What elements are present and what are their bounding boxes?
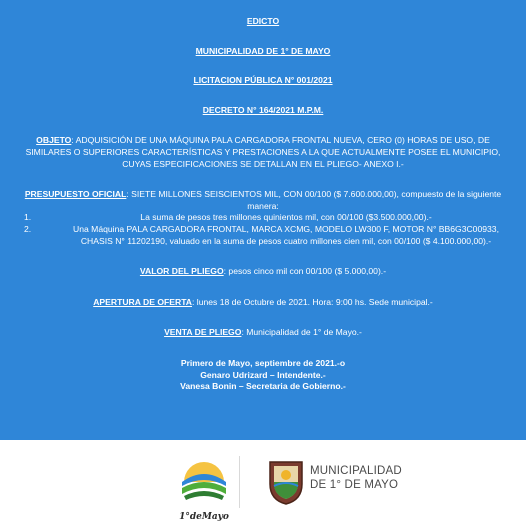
opening-paragraph <box>18 297 508 309</box>
list-item <box>24 224 502 247</box>
value-paragraph <box>18 266 508 278</box>
sale-label: VENTA DE PLIEGO <box>164 327 242 338</box>
place-date: Primero de Mayo, septiembre de 2021.-o <box>180 357 346 368</box>
municipality-line2: DE 1° DE MAYO <box>310 479 399 491</box>
logo-caption: 1°deMayo <box>179 512 229 522</box>
list-item <box>24 212 502 224</box>
object-paragraph <box>18 135 508 170</box>
opening-text: : lunes 18 de Octubre de 2021. Hora: 9:00 hs. Sede municipal.- <box>192 296 433 307</box>
budget-label: PRESUPUESTO OFICIAL <box>24 189 127 200</box>
signer-secretary: Vanesa Bonin – Secretaria de Gobierno.- <box>180 381 346 392</box>
budget-paragraph <box>18 189 508 212</box>
divider <box>239 456 240 508</box>
sale-paragraph <box>18 327 508 339</box>
budget-text: : SIETE MILLONES SEISCIENTOS MIL, CON 00/100 ($ 7.600.000,00), compuesto de la siguiente manera: <box>126 189 502 211</box>
item-text: La suma de pesos tres millones quinientos mil, con 00/100 ($3.500.000,00).- <box>140 212 432 223</box>
item-number: 2. <box>24 223 32 234</box>
municipal-seal-icon <box>266 458 306 506</box>
item-text: Una Máquina PALA CARGADORA FRONTAL, MARCA XCMG, MODELO LW300 F, MOTOR N° BB6G3C00933, CHASIS N° 11202190, valuado en la suma de pesos cuatro millones cien mil, con 00/100 ($ 4.100.000,00).- <box>73 223 499 246</box>
budget-items-list <box>24 212 502 247</box>
municipality-line1: MUNICIPALIDAD <box>310 465 402 477</box>
town-logo-icon <box>176 452 232 508</box>
tender-heading: LICITACION PÚBLICA N° 001/2021 <box>193 75 333 86</box>
notice-title: EDICTO <box>246 16 280 26</box>
object-text: : ADQUISICIÓN DE UNA MÁQUINA PALA CARGADORA FRONTAL NUEVA, CERO (0) HORAS DE USO, DE SIMILARES O SUPERIORES CARACTERÍSTICAS Y PRESTACIONES A LA QUE ACTUALMENTE POSEE EL MUNICIPIO, CUYAS ESPECIFICACIONES SE DETALLAN EN EL PLIEGO- ANEXO I.- <box>25 135 501 169</box>
value-label: VALOR DEL PLIEGO <box>139 266 224 277</box>
municipality-wordmark <box>310 464 402 492</box>
object-label: OBJETO <box>36 135 72 146</box>
opening-label: APERTURA DE OFERTA <box>93 296 193 307</box>
signer-mayor: Genaro Udrizard – Intendente.- <box>200 369 326 380</box>
value-text: : pesos cinco mil con 00/100 ($ 5.000,00).- <box>223 266 387 277</box>
municipality-heading: MUNICIPALIDAD DE 1° DE MAYO <box>195 45 331 56</box>
footer <box>0 440 526 526</box>
town-logo <box>176 452 232 522</box>
item-number: 1. <box>24 212 32 223</box>
municipal-seal <box>266 458 306 506</box>
sale-text: : Municipalidad de 1° de Mayo.- <box>241 327 362 338</box>
decree-heading: DECRETO N° 164/2021 M.P.M. <box>202 104 324 115</box>
